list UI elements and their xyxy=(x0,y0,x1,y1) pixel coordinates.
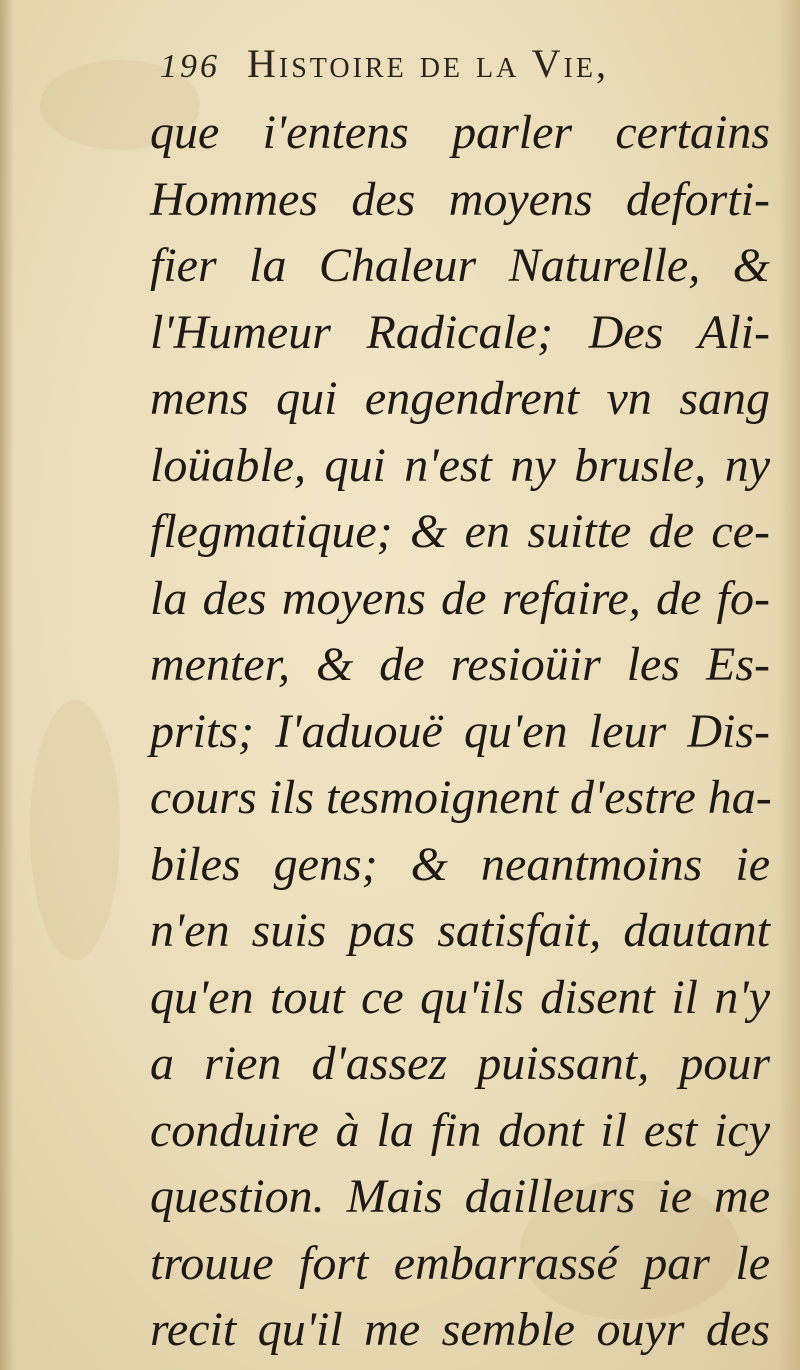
text-line: trouue fort embarrassé par le xyxy=(150,1236,770,1290)
page-edge-shadow xyxy=(778,0,800,1370)
text-line: Hommes des moyens defortі- xyxy=(150,172,770,226)
text-line: prits; I'aduouë qu'en leur Dis- xyxy=(150,704,770,758)
text-line: menter, & de resioüir les Es- xyxy=(150,638,770,691)
text-line: la des moyens de refaire, de fo- xyxy=(150,571,770,625)
body-text xyxy=(150,100,770,1364)
running-title: Histoire de la Vie, xyxy=(247,41,609,86)
text-line: que i'entens parler certains xyxy=(150,106,770,159)
text-line: qu'en tout ce qu'ils disent il n'y xyxy=(150,970,770,1024)
page-gutter-shadow xyxy=(0,0,14,1370)
text-line: n'en suis pas satisfait, dautant xyxy=(150,904,770,957)
text-line: question. Mais dailleurs ie me xyxy=(150,1170,770,1223)
paper-stain xyxy=(30,700,120,960)
text-line: a rien d'assez puissant, pour xyxy=(150,1037,770,1090)
text-line: conduire à la fin dont il est icy xyxy=(150,1103,770,1157)
text-line: flegmatique; & en suitte de ce- xyxy=(150,505,770,558)
page-number: 196 xyxy=(160,48,220,85)
text-line: recit qu'il me semble ouyr des xyxy=(150,1303,770,1356)
text-line: fier la Chaleur Naturelle, & xyxy=(150,239,770,292)
running-header xyxy=(160,40,780,100)
text-line: cours ils tesmoignent d'estre ha- xyxy=(150,771,772,824)
text-line: biles gens; & neantmoins ie xyxy=(150,837,770,891)
text-line: l'Humeur Radicale; Des Ali- xyxy=(150,305,770,359)
text-line: loüable, qui n'est ny brusle, ny xyxy=(150,438,770,492)
text-line: mens qui engendrent vn sang xyxy=(150,372,770,425)
